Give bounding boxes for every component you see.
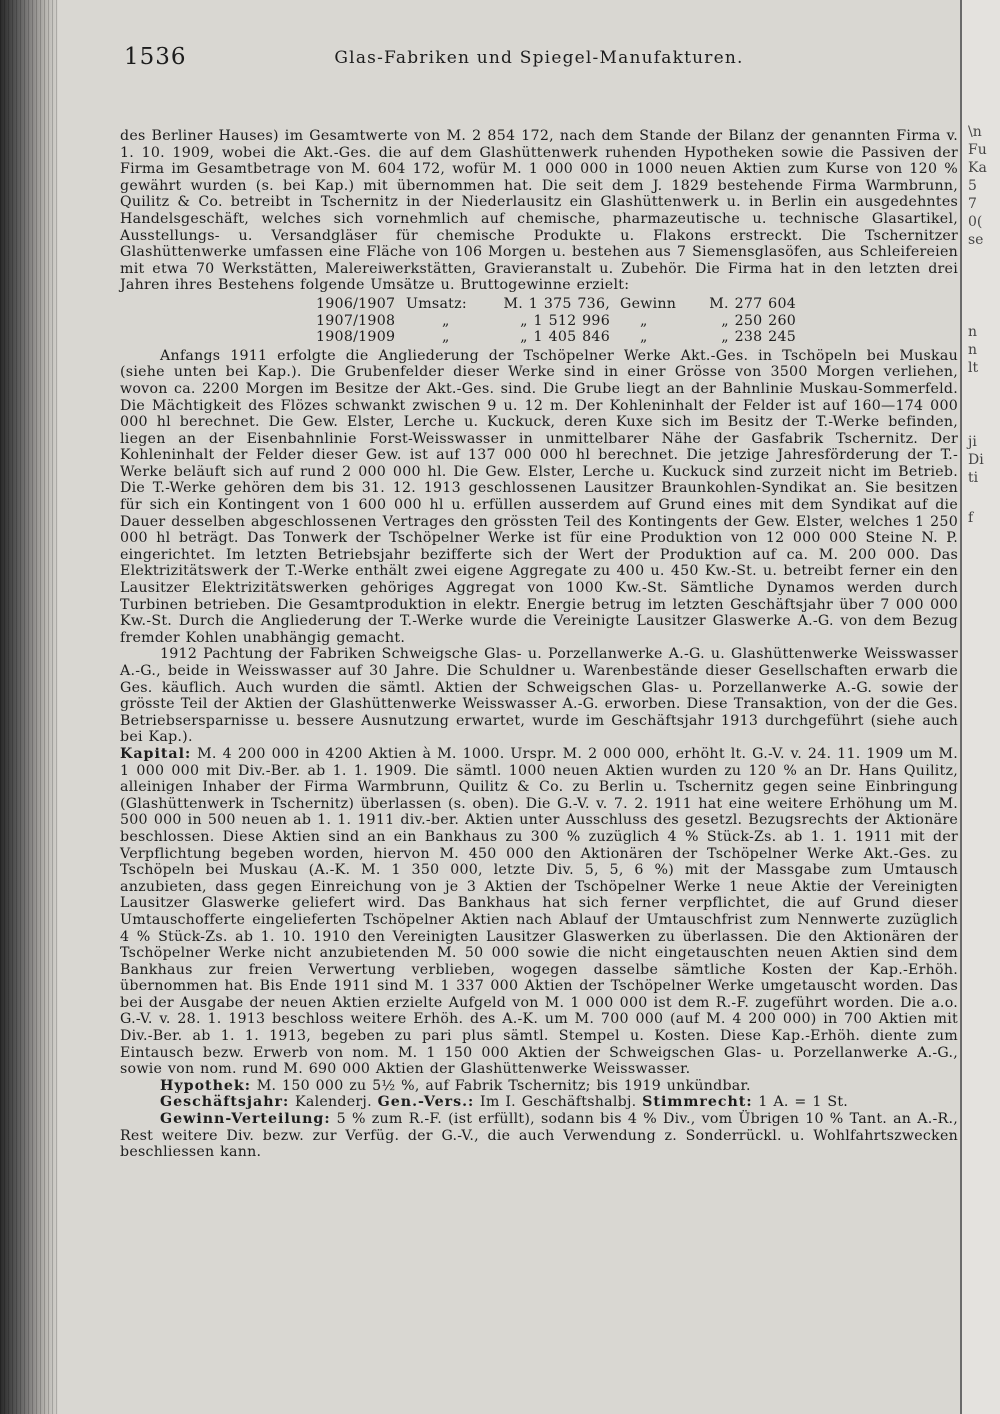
body-text [120,128,958,1161]
table-row [316,296,796,313]
margin-fragment: ji [968,434,977,450]
gewinn-label: „ [640,329,648,346]
paragraph-tschoepeln: Anfangs 1911 erfolgte die Angliederung der Tschöpelner Werke Akt.-Ges. in Tschöpeln bei Muskau (siehe unten bei Kap.). Die Grubenfelder dieser Werke sind in einer Grösse von 3500 Morgen verliehen, wovon ca. 2200 Morgen im Besitze der Akt.-Ges. sind. Die Grube liegt an der Bahnlinie Muskau-Sommerfeld. Die Mächtigkeit des Flözes schwankt zwischen 9 u. 12 m. Der Kohleninhalt der Felder ist auf 160—174 000 000 hl berechnet. Die Gew. Elster, Lerche u. Kuckuck, deren Kuxe sich im Besitz der T.-Werke befinden, liegen an der Eisenbahnlinie Forst-Weisswasser in unmittelbarer Nähe der Gasfabrik Tschernitz. Der Kohleninhalt der Felder dieser Gew. ist auf 137 000 000 hl berechnet. Die jetzige Jahresförderung der T.-Werke beläuft sich auf rund 2 000 000 hl. Die Gew. Elster, Lerche u. Kuckuck sind zurzeit nicht im Betrieb. Die T.-Werke gehören dem bis 31. 12. 1913 geschlossenen Lausitzer Braunkohlen-Syndikat an. Sie besitzen für sich ein Kontingent von 1 600 000 hl u. erfüllen ausserdem auf Grund eines mit dem Syndikat auf die Dauer desselben abgeschlossenen Vertrages den grössten Teil des Kontingents der Gew. Elster, welches 1 250 000 hl beträgt. Das Tonwerk der Tschöpelner Werke ist für eine Produktion von 12 000 000 Steine N. P. eingerichtet. Im letzten Betriebsjahr bezifferte sich der Wert der Produktion auf ca. M. 200 000. Das Elektrizitätswerk der T.-Werke enthält zwei eigene Aggregate zu 400 u. 450 Kw.-St. u. betreibt ferner ein den Lausitzer Elektrizitätswerken gehöriges Aggregat von 1000 Kw.-St. Sämtliche Dynamos werden durch Turbinen betrieben. Die Gesamtproduktion in elektr. Energie betrug im letzten Geschäftsjahr über 7 000 000 Kw.-St. Durch die Angliederung der T.-Werke wurde die Vereinigte Lausitzer Glaswerke A.-G. von dem Bezug fremder Kohlen unabhängig gemacht. [120,347,958,646]
margin-fragment: f [968,510,974,526]
hypothek-label: Hypothek: [160,1077,251,1094]
gewinn-verteilung-text: 5 % zum R.-F. (ist erfüllt), sodann bis 4 % Div., vom Übrigen 10 % Tant. an A.-R., Rest weitere Div. bezw. zur Verfüg. der G.-V., die auch Verwendung z. Sonderrückl. u. Wohlfahrtszwecken beschliessen kann. [120,1111,959,1161]
gen-vers-label: Gen.-Vers.: [377,1094,475,1111]
margin-fragment: Fu [968,142,987,158]
margin-fragment: se [968,232,984,248]
paragraph-kapital [120,746,958,1078]
margin-fragment: Ka [968,160,987,176]
paragraph-gewinn-verteilung [120,1111,958,1161]
umsatz-value: „ 1 512 996 [520,312,610,329]
gewinn-value: „ 250 260 [721,312,796,329]
year-cell: 1906/1907 [316,295,396,312]
year-cell: 1908/1909 [316,329,396,346]
paragraph-hypothek [120,1078,958,1095]
geschaeftsjahr-label: Geschäftsjahr: [160,1094,290,1111]
paragraph-geschaeftsjahr [120,1094,958,1111]
margin-fragment: n [968,342,978,358]
margin-fragment: lt [968,360,979,376]
umsatz-label: Umsatz: [406,295,467,312]
margin-fragment: Di [968,452,984,468]
kapital-label: Kapital: [120,745,192,762]
table-row [316,313,796,330]
page-number: 1536 [124,44,187,70]
adjacent-page-edge [960,0,1000,1414]
gewinn-value: „ 238 245 [721,329,796,346]
umsatz-label: „ [442,329,450,346]
umsatz-label: „ [442,312,450,329]
gewinn-label: „ [640,312,648,329]
stimmrecht-text: 1 A. = 1 St. [758,1094,849,1111]
binding-texture [0,0,58,1414]
umsatz-value: M. 1 375 736, [503,295,610,312]
table-row [316,329,796,346]
kapital-text: M. 4 200 000 in 4200 Aktien à M. 1000. Urspr. M. 2 000 000, erhöht lt. G.-V. v. 24. 11. 1909 um M. 1 000 000 mit Div.-Ber. ab 1. 1. 1909. Die sämtl. 1000 neuen Aktien wurden zu 120 % an Dr. Hans Quilitz, alleinigen Inhaber der Firma Warmbrunn, Quilitz & Co. zu Berlin u. Tschernitz gegen seine Einbringung (Glashüttenwerk in Tschernitz) überlassen (s. oben). Die G.-V. v. 7. 2. 1911 hat eine weitere Erhöhung um M. 500 000 in 500 neuen ab 1. 1. 1911 div.-ber. Aktien unter Ausschluss des gesetzl. Bezugsrechts der Aktionäre beschlossen. Diese Aktien sind an ein Bankhaus zu 300 % zuzüglich 4 % Stück-Zs. ab 1. 1. 1911 mit der Verpflichtung begeben worden, hiervon M. 450 000 den Aktionären der Tschöpelner Werke Akt.-Ges. zu Tschöpeln bei Muskau (A.-K. M. 1 350 000, letzte Div. 5, 5, 6 %) mit der Massgabe zum Umtausch anzubieten, dass gegen Einreichung von je 3 Aktien der Tschöpelner Werke 1 neue Aktie der Vereinigten Lausitzer Glaswerke geliefert wird. Das Bankhaus hat sich ferner verpflichtet, die auf Grund dieser Umtauschofferte eingelieferten Tschöpelner Aktien nach Ablauf der Umtauschfrist zum Nennwerte zuzüglich 4 % Stück-Zs. ab 1. 10. 1910 den Vereinigten Lausitzer Glaswerken zu überlassen. Die den Aktionären der Tschöpelner Werke nicht anzubietenden M. 50 000 sowie die nicht eingetauschten neuen Aktien sind dem Bankhaus zur freien Verwertung verblieben, wogegen dasselbe sämtliche Kosten der Kap.-Erhöh. übernommen hat. Bis Ende 1911 sind M. 1 337 000 Aktien der Tschöpelner Werke umgetauscht worden. Das bei der Ausgabe der neuen Aktien erzielte Aufgeld von M. 1 000 000 ist dem R.-F. zugeführt worden. Die a.o. G.-V. v. 28. 1. 1913 beschloss weitere Erhöh. des A.-K. um M. 700 000 (auf M. 4 200 000) in 700 Aktien mit Div.-Ber. ab 1. 1. 1913, begeben zu pari plus sämtl. Stempel u. Kosten. Diese Kap.-Erhöh. diente zum Eintausch bezw. Erwerb von nom. M. 1 150 000 Aktien der Schweigschen Glas- u. Porzellanwerke A.-G., sowie von nom. rund M. 690 000 Aktien der Glashüttenwerke Weisswasser. [120,745,958,1078]
margin-fragment: 7 [968,196,977,212]
margin-fragment: ti [968,470,979,486]
gewinn-verteilung-label: Gewinn-Verteilung: [160,1111,331,1128]
document-page [120,40,958,1161]
geschaeftsjahr-text: Kalenderj. [295,1094,372,1111]
margin-fragment: n [968,324,978,340]
page-header [120,40,958,82]
margin-fragment: \n [968,124,982,140]
gen-vers-text: Im I. Geschäftshalbj. [480,1094,637,1111]
gewinn-value: M. 277 604 [709,295,796,312]
margin-fragment: 5 [968,178,977,194]
paragraph-company-history: des Berliner Hauses) im Gesamtwerte von M. 2 854 172, nach dem Stande der Bilanz der genannten Firma v. 1. 10. 1909, wobei die Akt.-Ges. die auf dem Glashüttenwerk ruhenden Hypotheken sowie die Passiven der Firma im Gesamtbetrage von M. 604 172, wofür M. 1 000 000 in 1000 neuen Aktien zum Kurse von 120 % gewährt wurden (s. bei Kap.) mit übernommen hat. Die seit dem J. 1829 bestehende Firma Warmbrunn, Quilitz & Co. betreibt in Tschernitz in der Niederlausitz ein Glashüttenwerk u. in Berlin ein ausgedehntes Handelsgeschäft, welches sich vornehmlich auf chemische, pharmazeutische u. technische Glasartikel, Ausstellungs- u. Versandgläser für chemische Produkte u. Flakons erstreckt. Die Tschernitzer Glashüttenwerke umfassen eine Fläche von 106 Morgen u. bestehen aus 7 Siemensglasöfen, aus Schleifereien mit etwa 70 Werkstätten, Malereiwerkstätten, Gravieranstalt u. Zubehör. Die Firma hat in den letzten drei Jahren ihres Bestehens folgende Umsätze u. Bruttogewinne erzielt: [120,128,958,294]
running-head: Glas-Fabriken und Spiegel-Manufakturen. [334,48,744,68]
paragraph-weisswasser: 1912 Pachtung der Fabriken Schweigsche Glas- u. Porzellanwerke A.-G. u. Glashüttenwerke Weisswasser A.-G., beide in Weisswasser auf 30 Jahre. Die Schuldner u. Warenbestände dieser Gesellschaften erwarb die Ges. käuflich. Auch wurden die sämtl. Aktien der Schweigschen Glas- u. Porzellanwerke A.-G. sowie der grösste Teil der Aktien der Glashüttenwerke Weisswasser A.-G. erworben. Diese Transaktion, von der die Ges. Betriebsersparnisse u. bessere Ausnutzung erwartet, wurde im Geschäftsjahr 1913 durchgeführt (siehe auch bei Kap.). [120,646,958,746]
results-table [316,296,796,346]
gewinn-label: Gewinn [620,295,677,312]
year-cell: 1907/1908 [316,312,396,329]
margin-fragment: 0( [968,214,983,230]
hypothek-text: M. 150 000 zu 5½ %, auf Fabrik Tschernitz; bis 1919 unkündbar. [256,1077,751,1094]
umsatz-value: „ 1 405 846 [520,329,610,346]
stimmrecht-label: Stimmrecht: [642,1094,753,1111]
